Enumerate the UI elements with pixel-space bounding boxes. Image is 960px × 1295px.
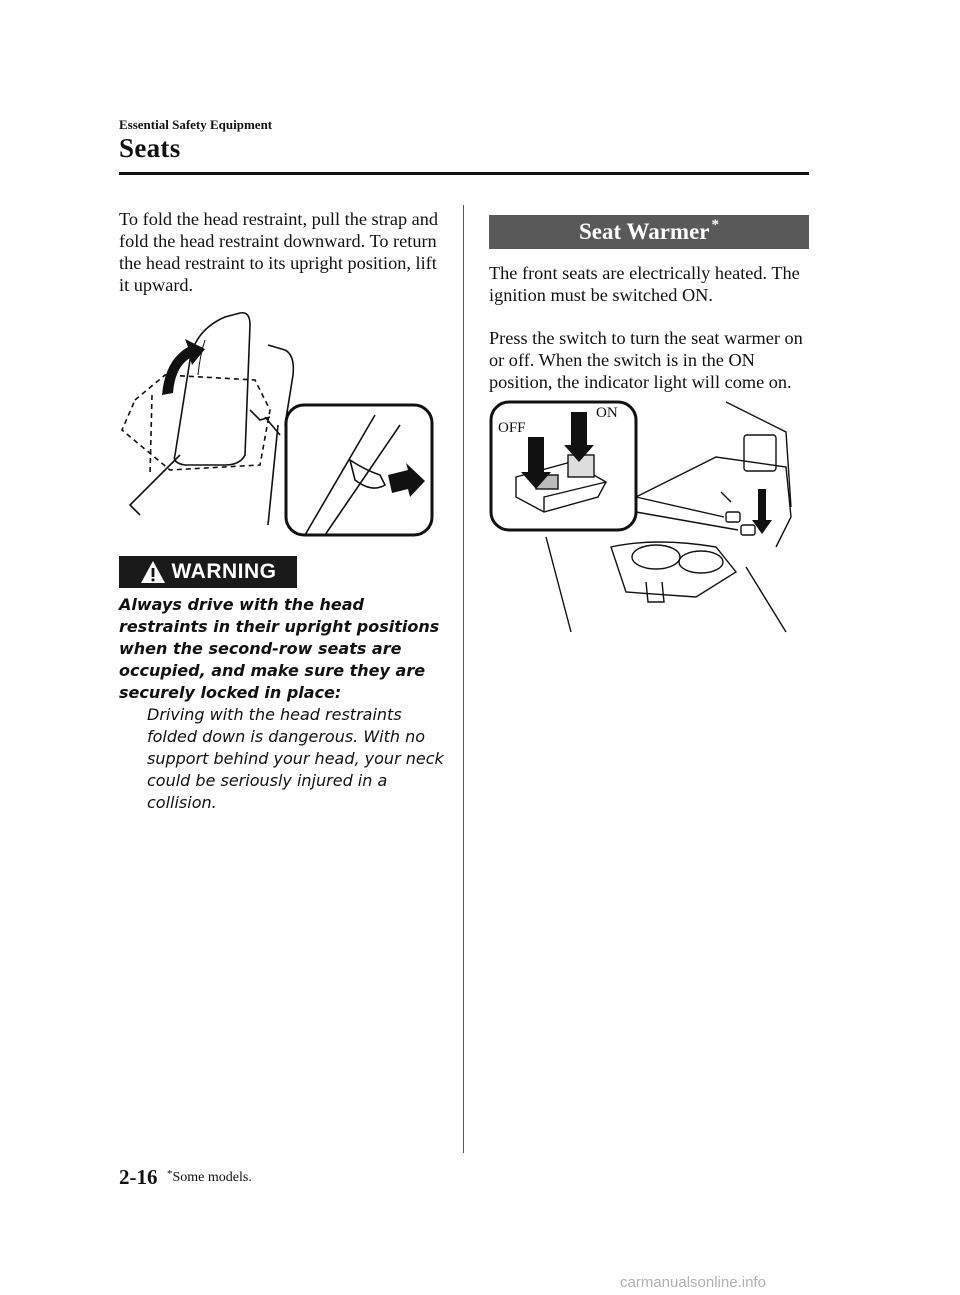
- footnote-mark: *: [167, 1168, 173, 1180]
- head-restraint-fold-illustration: [110, 305, 440, 545]
- page-number: 2-16: [119, 1165, 158, 1189]
- page-title: Seats: [119, 133, 181, 163]
- off-label: OFF: [498, 420, 526, 436]
- seat-warmer-heading: [489, 215, 809, 249]
- seat-warmer-switch-illustration: [486, 397, 816, 637]
- fold-instructions-paragraph: To fold the head restraint, pull the strap and fold the head restraint downward. To return the head restraint to its upright position, lift it upward.: [119, 209, 439, 295]
- warning-label: WARNING: [171, 560, 277, 583]
- warning-detail-text: Driving with the head restraints folded down is dangerous. With no support behind your head, your neck could be seriously injured in a collision.: [147, 705, 444, 812]
- footnote-text: Some models.: [172, 1170, 252, 1185]
- some-models-mark: *: [711, 216, 719, 233]
- watermark: carmanualsonline.info: [620, 1274, 766, 1291]
- warning-lead-text: Always drive with the head restraints in their upright positions when the second-row seats are occupied, and make sure they are securely locked in place:: [119, 595, 440, 702]
- column-divider: [463, 205, 464, 1153]
- warning-triangle-icon: [140, 560, 166, 584]
- section-name: Essential Safety Equipment: [119, 117, 273, 132]
- on-label: ON: [596, 405, 618, 421]
- seat-warmer-heading-text: Seat Warmer: [578, 219, 710, 244]
- footnote: [167, 1170, 252, 1186]
- title-rule: [119, 172, 809, 175]
- seat-warmer-switch-instructions: Press the switch to turn the seat warmer on or off. When the switch is in the ON position, the indicator light will come on.: [489, 328, 803, 392]
- seat-warmer-description: The front seats are electrically heated. The ignition must be switched ON.: [489, 263, 800, 305]
- warning-banner: [119, 556, 297, 588]
